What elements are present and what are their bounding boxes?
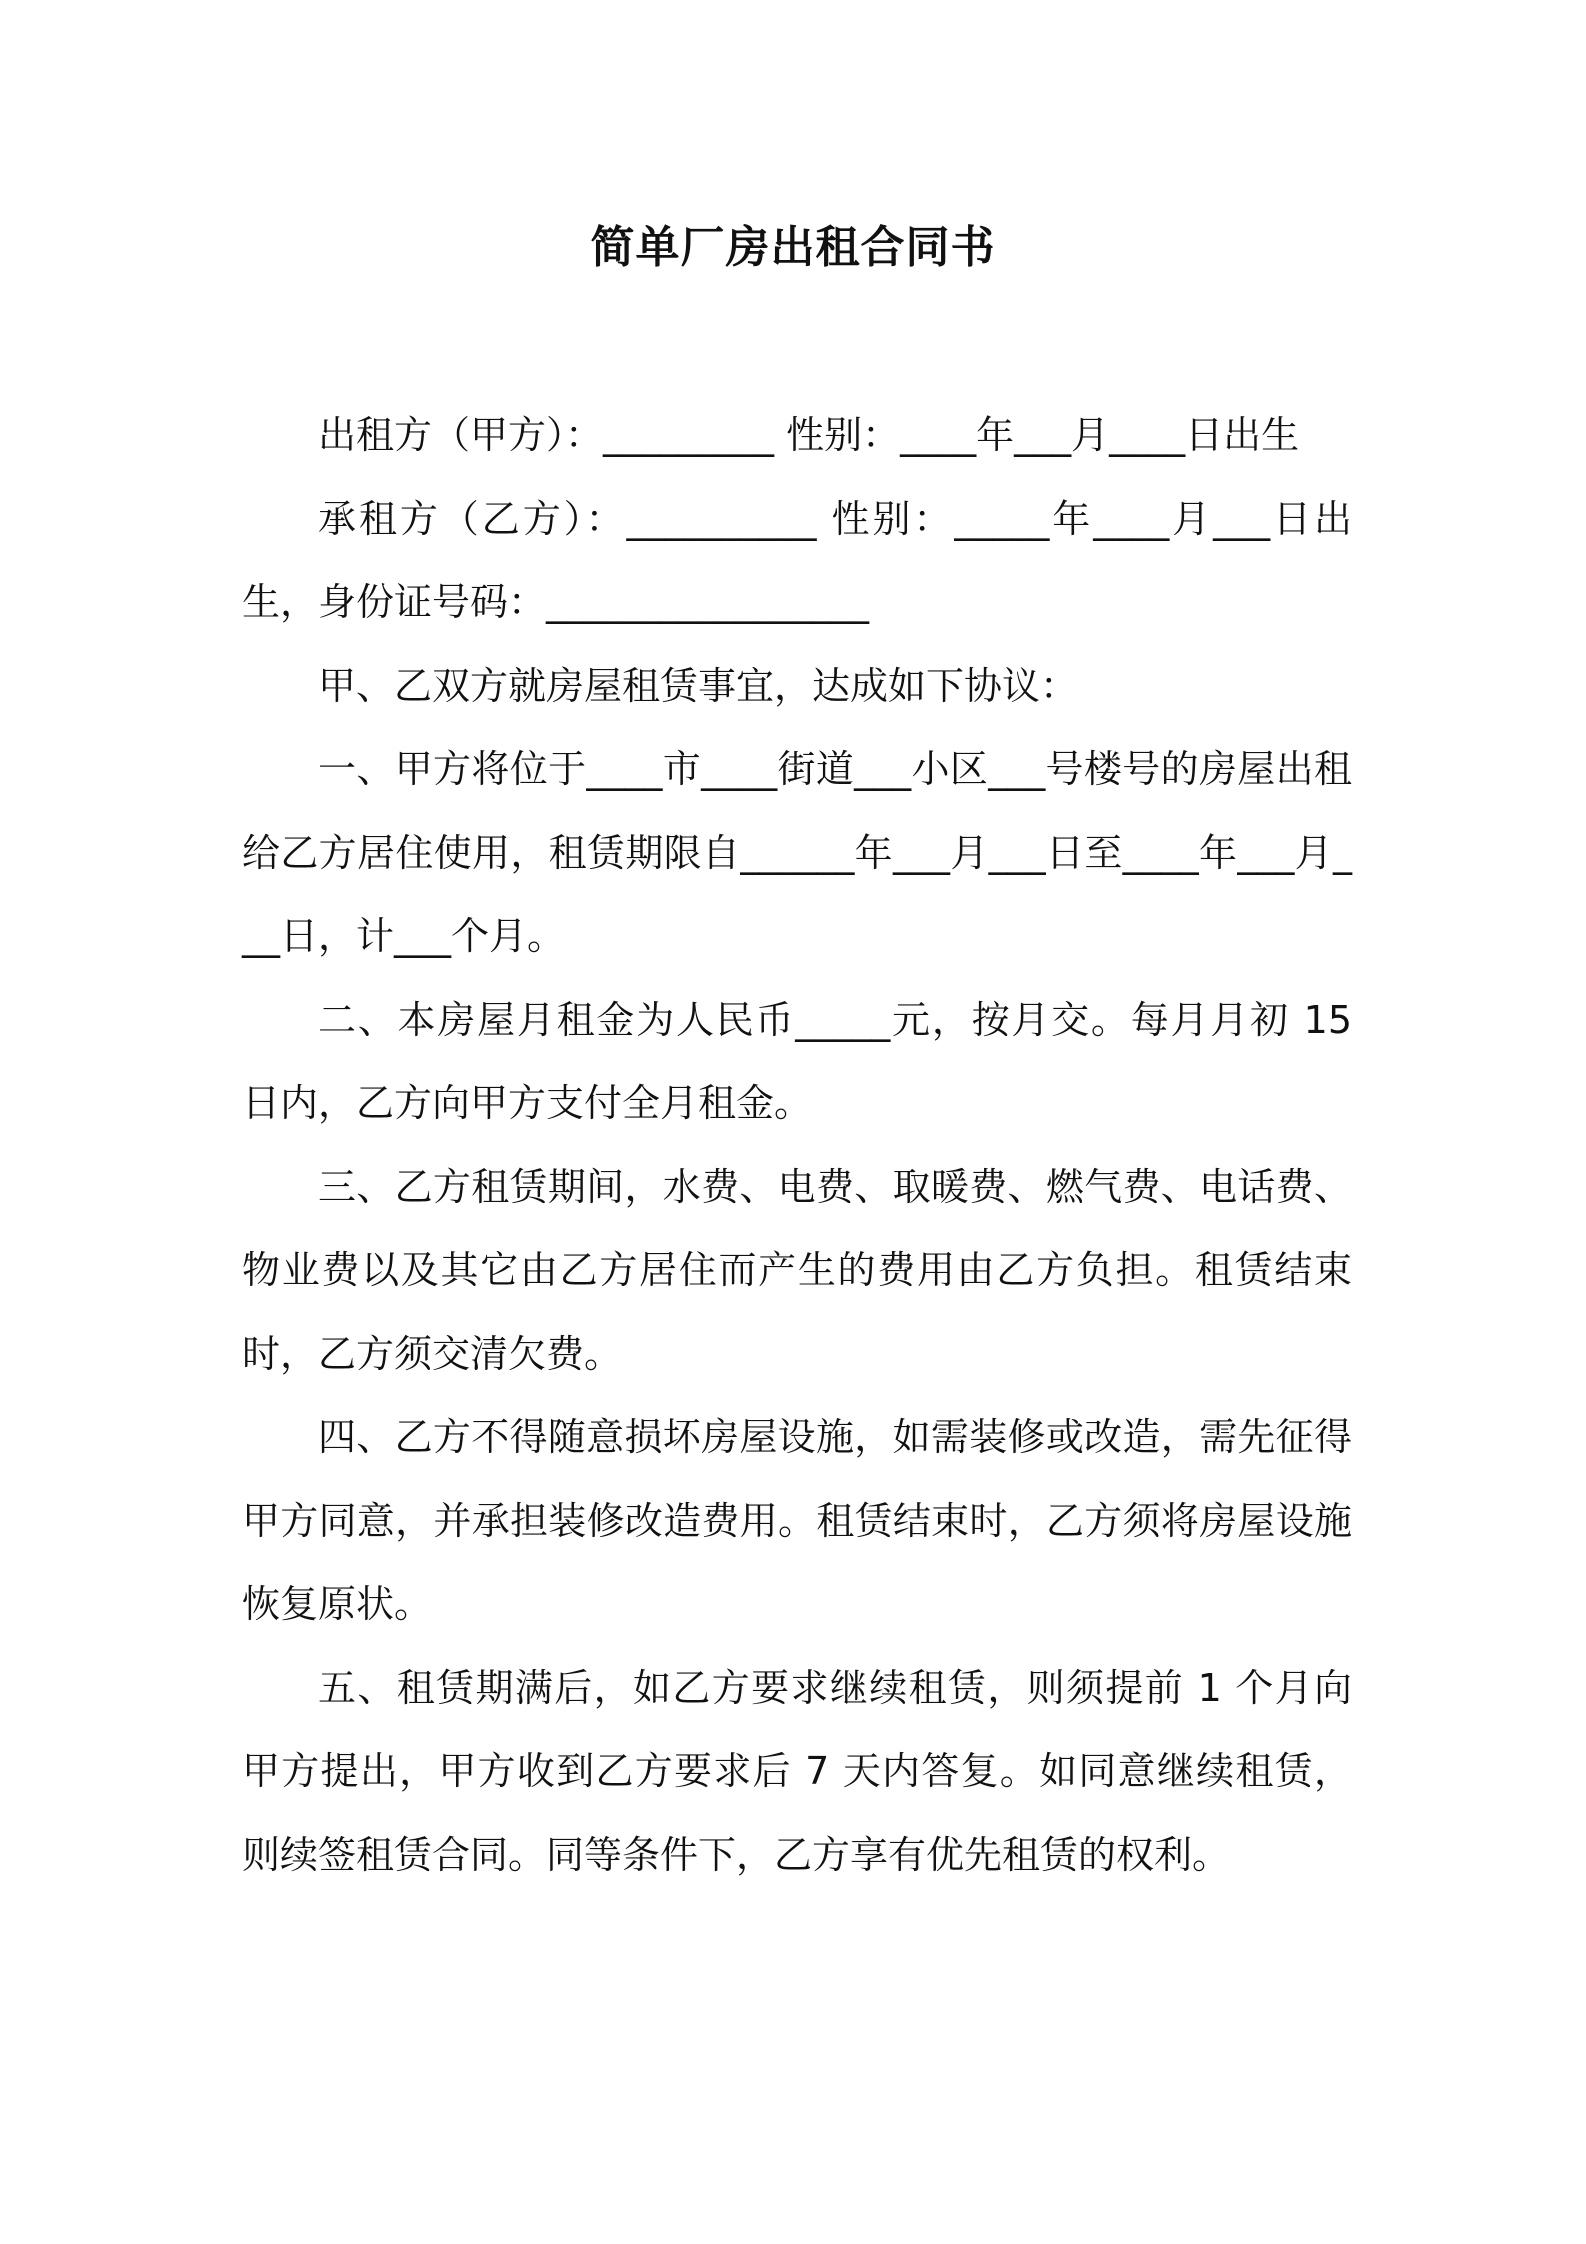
clause-5-paragraph: 五、租赁期满后，如乙方要求继续租赁，则须提前 1 个月向甲方提出，甲方收到乙方要求后 7 天内答复。如同意继续租赁，则续签租赁合同。同等条件下，乙方享有优先租赁的权利。 — [242, 1665, 1352, 1877]
clause-2-paragraph: 二、本房屋月租金为人民币_____元，按月交。每月月初 15 日内，乙方向甲方支付全月租金。 — [242, 997, 1352, 1125]
clause-3-paragraph: 三、乙方租赁期间，水费、电费、取暖费、燃气费、电话费、物业费以及其它由乙方居住而产生的费用由乙方负担。租赁结束时，乙方须交清欠费。 — [242, 1164, 1352, 1376]
clause-4-paragraph: 四、乙方不得随意损坏房屋设施，如需装修或改造，需先征得甲方同意，并承担装修改造费用。租赁结束时，乙方须将房屋设施恢复原状。 — [242, 1415, 1352, 1626]
agreement-intro-paragraph: 甲、乙双方就房屋租赁事宜，达成如下协议： — [318, 663, 1079, 708]
party-b-paragraph: 承租方（乙方）：__________ 性别：_____年____月___日出生，身份证号码：_________________ — [242, 496, 1352, 624]
clause-1-paragraph: 一、甲方将位于____市____街道___小区___号楼号的房屋出租给乙方居住使用，租赁期限自______年___月___日至____年___月___日，计___个月。 — [242, 747, 1352, 958]
document-body — [242, 394, 1352, 1897]
party-a-paragraph: 出租方（甲方）：_________ 性别：____年___月____日出生 — [318, 413, 1300, 457]
document-title: 简单厂房出租合同书 — [590, 222, 996, 273]
